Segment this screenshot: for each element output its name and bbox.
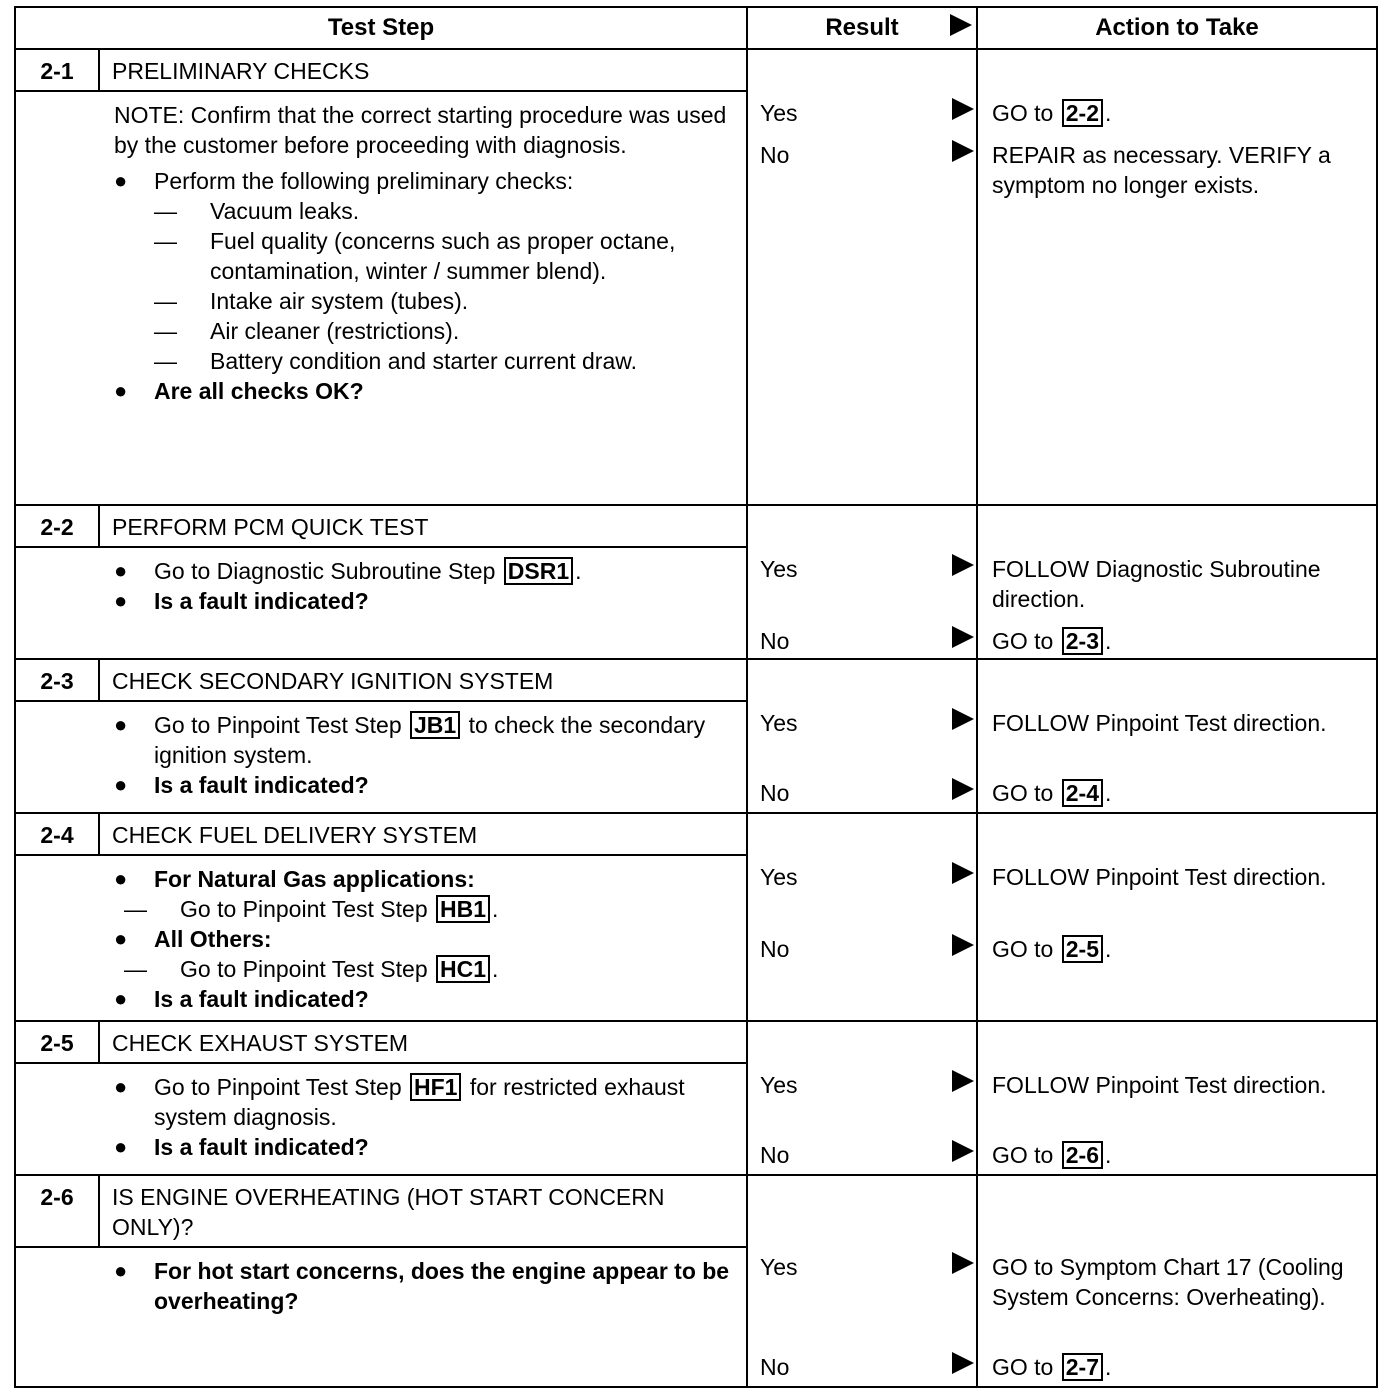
dash-text: Intake air system (tubes). xyxy=(210,288,469,314)
action-cell xyxy=(977,1175,1377,1387)
action-no: REPAIR as necessary. VERIFY a symptom no longer exists. xyxy=(992,142,1331,198)
result-no xyxy=(760,140,976,170)
result-cell xyxy=(747,813,977,1021)
bullet-icon: ● xyxy=(114,926,128,951)
step-number: 2-1 xyxy=(16,50,100,90)
result-no-label: No xyxy=(760,1142,790,1168)
action-text-end: . xyxy=(1105,780,1112,806)
step-reference-link[interactable]: 2-6 xyxy=(1062,1141,1103,1169)
list-item xyxy=(114,226,734,286)
step-reference-link[interactable]: HB1 xyxy=(436,895,490,923)
list-item xyxy=(114,984,734,1014)
arrow-right-icon xyxy=(952,1070,974,1092)
result-no-label: No xyxy=(760,142,790,168)
step-question: Is a fault indicated? xyxy=(154,772,369,798)
result-yes xyxy=(760,1070,976,1100)
action-cell xyxy=(977,49,1377,505)
bullet-text-end: . xyxy=(575,558,582,584)
step-reference-link[interactable]: 2-4 xyxy=(1062,779,1103,807)
dash-icon: — xyxy=(154,288,177,314)
list-item xyxy=(114,864,734,894)
action-no xyxy=(992,1352,1366,1382)
result-yes-label: Yes xyxy=(760,100,798,126)
action-text-end: . xyxy=(1105,100,1112,126)
action-no xyxy=(992,778,1366,808)
bullet-icon: ● xyxy=(114,772,128,797)
bullet-text: Go to Pinpoint Test Step xyxy=(154,1074,402,1100)
list-item xyxy=(114,924,734,954)
action-text-end: . xyxy=(1105,936,1112,962)
test-step-cell xyxy=(15,49,747,505)
result-no-label: No xyxy=(760,1354,790,1380)
step-body xyxy=(16,92,746,412)
table-header-row xyxy=(15,7,1377,49)
test-step-cell xyxy=(15,505,747,659)
bullet-text-end: for restricted exhaust system diagnosis. xyxy=(154,1074,685,1130)
action-yes xyxy=(992,98,1366,128)
step-reference-link[interactable]: JB1 xyxy=(410,711,460,739)
result-cell xyxy=(747,659,977,813)
step-header xyxy=(16,50,746,92)
action-text: GO to xyxy=(992,1142,1054,1168)
bullet-icon: ● xyxy=(114,866,128,891)
test-step-cell xyxy=(15,813,747,1021)
bullet-text: All Others: xyxy=(154,926,272,952)
list-item xyxy=(114,1256,734,1316)
result-yes xyxy=(760,554,976,584)
arrow-right-icon xyxy=(952,862,974,884)
step-number: 2-3 xyxy=(16,660,100,700)
action-cell xyxy=(977,813,1377,1021)
bullet-icon: ● xyxy=(114,1258,128,1283)
result-no xyxy=(760,934,976,964)
list-item xyxy=(114,894,734,924)
arrow-right-icon xyxy=(950,14,972,36)
list-item xyxy=(114,710,734,770)
action-cell xyxy=(977,1021,1377,1175)
bullet-icon: ● xyxy=(114,1134,128,1159)
arrow-right-icon xyxy=(952,140,974,162)
bullet-icon: ● xyxy=(114,588,128,613)
list-item xyxy=(114,166,734,196)
table-row xyxy=(15,813,1377,1021)
table-row xyxy=(15,505,1377,659)
header-result xyxy=(747,7,977,49)
diagnostic-table xyxy=(14,6,1378,1388)
step-body xyxy=(16,856,746,1020)
bullet-text: Go to Diagnostic Subroutine Step xyxy=(154,558,496,584)
dash-text-end: . xyxy=(492,896,499,922)
step-reference-link[interactable]: 2-3 xyxy=(1062,627,1103,655)
step-title: CHECK EXHAUST SYSTEM xyxy=(112,1030,409,1056)
step-title: PERFORM PCM QUICK TEST xyxy=(112,514,429,540)
table-row xyxy=(15,659,1377,813)
list-item xyxy=(114,770,734,800)
step-question: Is a fault indicated? xyxy=(154,1134,369,1160)
action-no xyxy=(992,1140,1366,1170)
test-step-cell xyxy=(15,1175,747,1387)
step-title: CHECK FUEL DELIVERY SYSTEM xyxy=(112,822,478,848)
step-reference-link[interactable]: 2-7 xyxy=(1062,1353,1103,1381)
result-no xyxy=(760,1352,976,1382)
arrow-right-icon xyxy=(952,98,974,120)
table-row xyxy=(15,49,1377,505)
bullet-icon: ● xyxy=(114,558,128,583)
step-number: 2-4 xyxy=(16,814,100,854)
result-yes-label: Yes xyxy=(760,710,798,736)
step-question: For hot start concerns, does the engine appear to be overheating? xyxy=(154,1258,730,1314)
step-body xyxy=(16,1248,746,1322)
list-item xyxy=(114,1072,734,1132)
result-no xyxy=(760,1140,976,1170)
list-item xyxy=(114,1132,734,1162)
dash-icon: — xyxy=(154,348,177,374)
bullet-icon: ● xyxy=(114,1074,128,1099)
step-reference-link[interactable]: DSR1 xyxy=(504,557,573,585)
dash-text: Air cleaner (restrictions). xyxy=(210,318,460,344)
action-text: GO to xyxy=(992,936,1054,962)
action-text-end: . xyxy=(1105,628,1112,654)
step-number: 2-6 xyxy=(16,1176,100,1246)
dash-icon: — xyxy=(154,198,177,224)
result-cell xyxy=(747,1175,977,1387)
header-test-step: Test Step xyxy=(15,7,747,49)
step-number: 2-2 xyxy=(16,506,100,546)
header-result-label: Result xyxy=(825,14,899,41)
result-no-label: No xyxy=(760,628,790,654)
dash-text: Battery condition and starter current draw. xyxy=(210,348,637,374)
bullet-icon: ● xyxy=(114,712,128,737)
dash-text: Go to Pinpoint Test Step xyxy=(180,956,428,982)
step-header xyxy=(16,814,746,856)
step-reference-link[interactable]: 2-5 xyxy=(1062,935,1103,963)
test-step-cell xyxy=(15,659,747,813)
test-step-cell xyxy=(15,1021,747,1175)
table-row xyxy=(15,1021,1377,1175)
step-reference-link[interactable]: HF1 xyxy=(410,1073,461,1101)
result-yes xyxy=(760,1252,976,1282)
arrow-right-icon xyxy=(952,708,974,730)
dash-text: Fuel quality (concerns such as proper octane, contamination, winter / summer blend). xyxy=(210,228,676,284)
step-reference-link[interactable]: 2-2 xyxy=(1062,99,1103,127)
result-yes xyxy=(760,708,976,738)
bullet-text: Go to Pinpoint Test Step xyxy=(154,712,402,738)
action-no xyxy=(992,934,1366,964)
step-body xyxy=(16,548,746,622)
action-no xyxy=(992,626,1366,656)
result-no-label: No xyxy=(760,936,790,962)
arrow-right-icon xyxy=(952,934,974,956)
list-item xyxy=(114,954,734,984)
dash-icon: — xyxy=(154,228,177,254)
bullet-icon: ● xyxy=(114,986,128,1011)
arrow-right-icon xyxy=(952,626,974,648)
list-item xyxy=(114,196,734,226)
result-yes xyxy=(760,98,976,128)
bullet-text: For Natural Gas applications: xyxy=(154,866,475,892)
table-row xyxy=(15,1175,1377,1387)
step-header xyxy=(16,1022,746,1064)
step-header xyxy=(16,660,746,702)
arrow-right-icon xyxy=(952,778,974,800)
bullet-icon: ● xyxy=(114,168,128,193)
action-yes: GO to Symptom Chart 17 (Cooling System Concerns: Overheating). xyxy=(992,1254,1344,1310)
bullet-icon: ● xyxy=(114,378,128,403)
result-cell xyxy=(747,1021,977,1175)
action-cell xyxy=(977,505,1377,659)
dash-text-end: . xyxy=(492,956,499,982)
action-yes: FOLLOW Pinpoint Test direction. xyxy=(992,1072,1327,1098)
dash-text: Go to Pinpoint Test Step xyxy=(180,896,428,922)
diagnostic-table-page xyxy=(14,6,1376,1386)
step-reference-link[interactable]: HC1 xyxy=(436,955,490,983)
dash-icon: — xyxy=(124,956,147,982)
step-header xyxy=(16,1176,746,1248)
step-title: IS ENGINE OVERHEATING (HOT START CONCERN ONLY)? xyxy=(112,1184,665,1240)
result-no-label: No xyxy=(760,780,790,806)
step-title: PRELIMINARY CHECKS xyxy=(112,58,370,84)
result-no xyxy=(760,778,976,808)
step-note: NOTE: Confirm that the correct starting procedure was used by the customer before proceeding with diagnosis. xyxy=(114,102,727,158)
step-question: Are all checks OK? xyxy=(154,378,364,404)
result-yes-label: Yes xyxy=(760,1254,798,1280)
list-item xyxy=(114,346,734,376)
bullet-text-end: to check the secondary ignition system. xyxy=(154,712,706,768)
result-cell xyxy=(747,505,977,659)
step-header xyxy=(16,506,746,548)
result-no xyxy=(760,626,976,656)
action-yes: FOLLOW Pinpoint Test direction. xyxy=(992,864,1327,890)
list-item xyxy=(114,286,734,316)
result-yes-label: Yes xyxy=(760,1072,798,1098)
action-cell xyxy=(977,659,1377,813)
bullet-text: Perform the following preliminary checks: xyxy=(154,168,574,194)
dash-icon: — xyxy=(124,896,147,922)
list-item xyxy=(114,376,734,406)
dash-icon: — xyxy=(154,318,177,344)
list-item xyxy=(114,316,734,346)
step-question: Is a fault indicated? xyxy=(154,986,369,1012)
action-text: GO to xyxy=(992,100,1054,126)
arrow-right-icon xyxy=(952,554,974,576)
result-yes-label: Yes xyxy=(760,556,798,582)
header-action: Action to Take xyxy=(977,7,1377,49)
list-item xyxy=(114,556,734,586)
arrow-right-icon xyxy=(952,1140,974,1162)
action-text-end: . xyxy=(1105,1354,1112,1380)
step-question: Is a fault indicated? xyxy=(154,588,369,614)
dash-text: Vacuum leaks. xyxy=(210,198,360,224)
step-title: CHECK SECONDARY IGNITION SYSTEM xyxy=(112,668,554,694)
result-yes-label: Yes xyxy=(760,864,798,890)
list-item xyxy=(114,586,734,616)
action-yes: FOLLOW Pinpoint Test direction. xyxy=(992,710,1327,736)
step-number: 2-5 xyxy=(16,1022,100,1062)
step-body xyxy=(16,702,746,806)
action-text: GO to xyxy=(992,628,1054,654)
result-cell xyxy=(747,49,977,505)
arrow-right-icon xyxy=(952,1352,974,1374)
arrow-right-icon xyxy=(952,1252,974,1274)
action-text: GO to xyxy=(992,780,1054,806)
result-yes xyxy=(760,862,976,892)
action-yes: FOLLOW Diagnostic Subroutine direction. xyxy=(992,556,1321,612)
action-text: GO to xyxy=(992,1354,1054,1380)
action-text-end: . xyxy=(1105,1142,1112,1168)
step-body xyxy=(16,1064,746,1168)
